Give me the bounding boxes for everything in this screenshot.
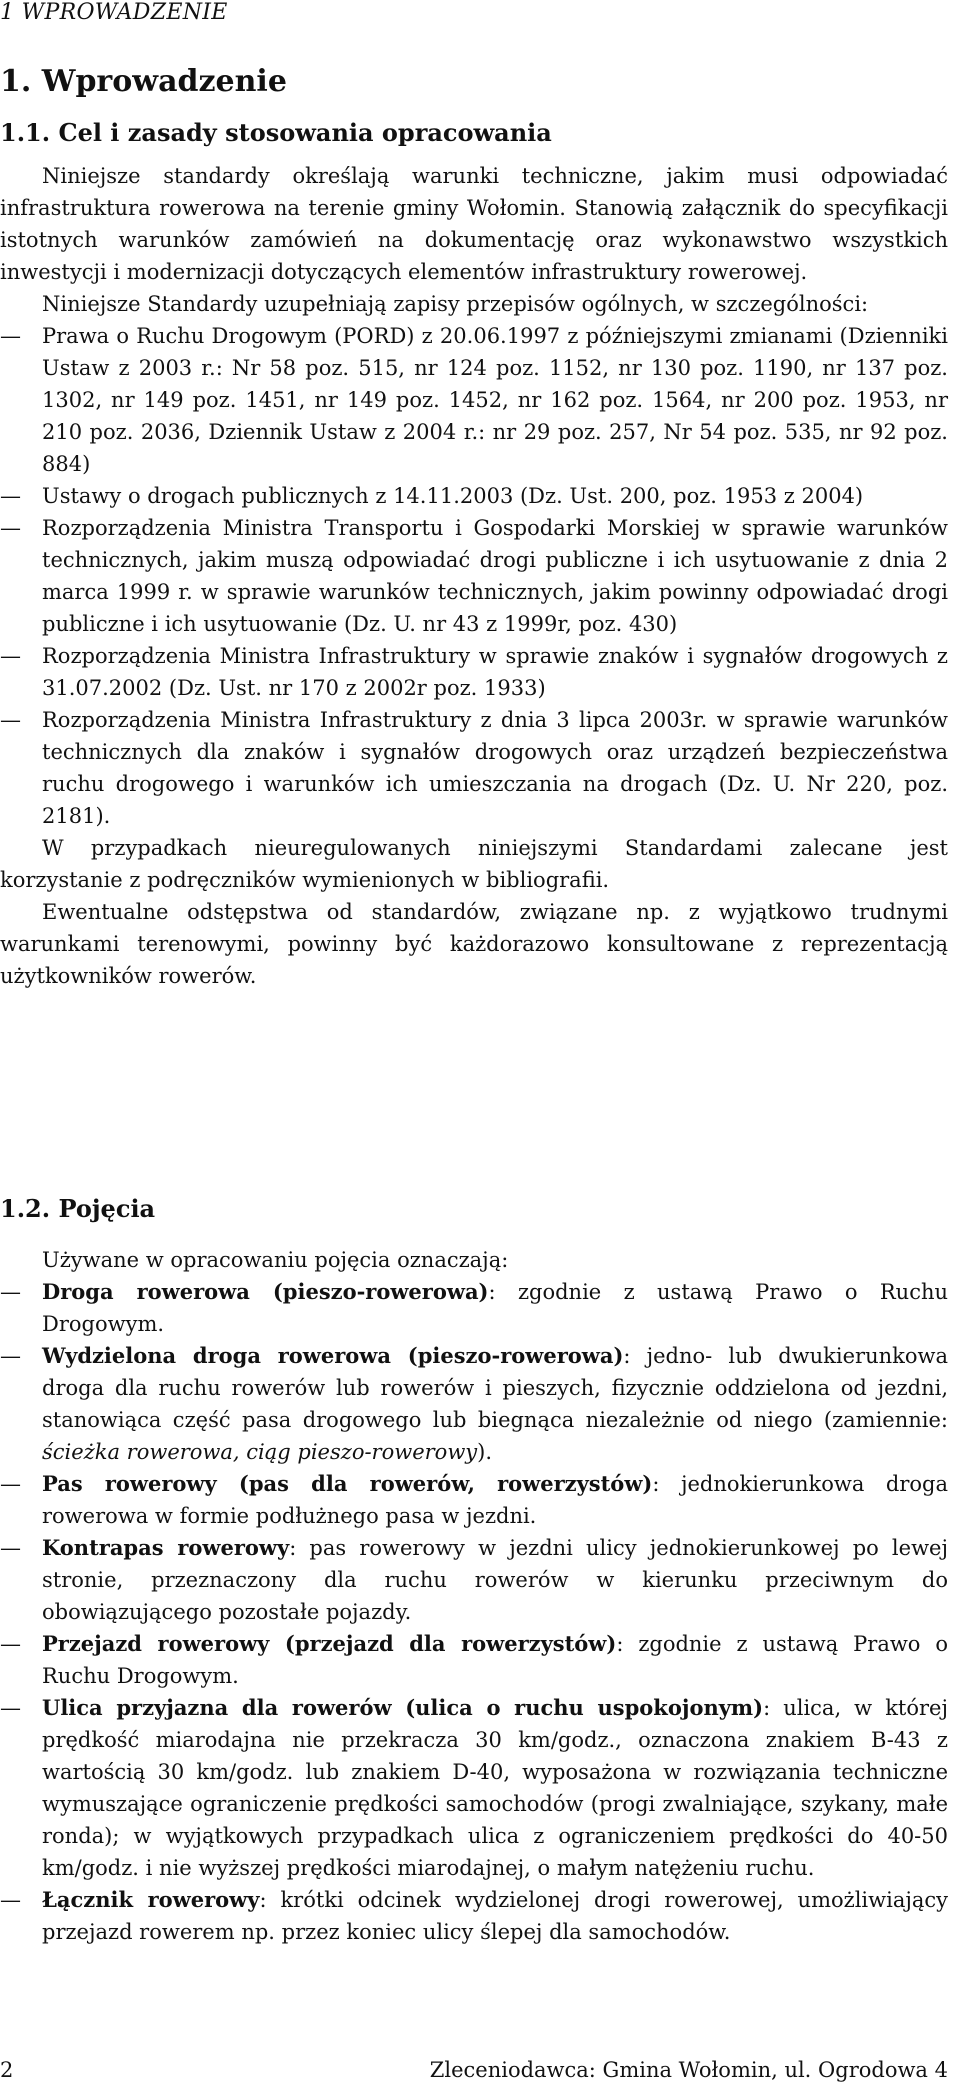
definition-item — [0, 1692, 948, 1884]
definition-item — [0, 1628, 948, 1692]
list-item-text: Rozporządzenia Ministra Infrastruktury z dnia 3 lipca 2003r. w sprawie warunków technicznych dla znaków i sygnałów drogowych oraz urządzeń bezpieczeństwa ruchu drogowego i warunków ich umieszczania na drogach (Dz. U. Nr 220, poz. 2181). — [42, 708, 948, 828]
paragraph: Ewentualne odstępstwa od standardów, związane np. z wyjątkowo trudnymi warunkami terenowymi, powinny być każdorazowo konsultowane z reprezentacją użytkowników rowerów. — [0, 900, 948, 988]
definition-item — [0, 1884, 948, 1948]
definition: : jedno- lub dwukierunkowa droga dla ruchu rowerów lub rowerów i pieszych, fizycznie oddzielona od jezdni, stanowiąca część pasa drogowego lub biegnąca niezależnie od niego (zamiennie: — [42, 1344, 948, 1432]
dash-bullet: — — [0, 324, 21, 348]
definition: : zgodnie z ustawą Prawo o Ruchu Drogowym. — [42, 1280, 949, 1336]
section-title-1-1: 1.1. Cel i zasady stosowania opracowania — [0, 118, 552, 147]
list-item-text: Rozporządzenia Ministra Infrastruktury w sprawie znaków i sygnałów drogowych z 31.07.2002 (Dz. Ust. nr 170 z 2002r poz. 1933) — [42, 644, 948, 700]
dash-bullet: — — [0, 484, 21, 508]
definition: : zgodnie z ustawą Prawo o Ruchu Drogowym. — [42, 1632, 949, 1688]
chapter-title: 1. Wprowadzenie — [0, 64, 287, 99]
dash-bullet: — — [0, 1472, 21, 1496]
term: Wydzielona droga rowerowa (pieszo-rowerowa) — [42, 1343, 624, 1368]
definition: : ulica, w której prędkość miarodajna nie przekracza 30 km/godz., oznaczona znakiem B-43 z wartością 30 km/godz. lub znakiem D-40, wyposażona w rozwiązania techniczne wymuszające ograniczenie prędkości samochodów (progi zwalniające, szykany, małe ronda); w wyjątkowych przypadkach ulica z ograniczeniem prędkości do 40-50 km/godz. i nie wyższej prędkości miarodajnej, o małym natężeniu ruchu. — [42, 1696, 948, 1880]
list-item-text: Prawa o Ruchu Drogowym (PORD) z 20.06.1997 z późniejszymi zmianami (Dzienniki Ustaw z 2003 r.: Nr 58 poz. 515, nr 124 poz. 1152, nr 130 poz. 1190, nr 137 poz. 1302, nr 149 poz. 1451, nr 149 poz. 1452, nr 162 poz. 1564, nr 200 poz. 1953, nr 210 poz. 2036, Dziennik Ustaw z 2004 r.: nr 29 poz. 257, Nr 54 poz. 535, nr 92 poz. 884) — [42, 324, 948, 476]
dash-bullet: — — [0, 1696, 21, 1720]
definition-item — [0, 1276, 948, 1340]
term: Kontrapas rowerowy — [42, 1535, 290, 1560]
running-head: 1 WPROWADZENIE — [0, 0, 228, 25]
definition-list — [0, 1276, 948, 1948]
list-item-text: Ustawy o drogach publicznych z 14.11.2003 (Dz. Ust. 200, poz. 1953 z 2004) — [42, 484, 864, 508]
dash-bullet: — — [0, 1280, 21, 1304]
dash-bullet: — — [0, 1632, 21, 1656]
definition: : pas rowerowy w jezdni ulicy jednokierunkowej po lewej stronie, przeznaczony dla ruchu rowerów w kierunku przeciwnym do obowiązującego pozostałe pojazdy. — [42, 1536, 948, 1624]
definition-item — [0, 1340, 948, 1468]
law-list — [0, 320, 948, 832]
term: Łącznik rowerowy — [42, 1887, 260, 1912]
term: Droga rowerowa (pieszo-rowerowa) — [42, 1279, 489, 1304]
list-item-text: Rozporządzenia Ministra Transportu i Gospodarki Morskiej w sprawie warunków technicznych, jakim muszą odpowiadać drogi publiczne i ich usytuowanie z dnia 2 marca 1999 r. w sprawie warunków technicznych, jakim powinny odpowiadać drogi publiczne i ich usytuowanie (Dz. U. nr 43 z 1999r, poz. 430) — [42, 516, 948, 636]
term: Ulica przyjazna dla rowerów (ulica o ruchu uspokojonym) — [42, 1695, 764, 1720]
dash-bullet: — — [0, 1536, 21, 1560]
list-item — [0, 480, 948, 512]
definition-italic: ścieżka rowerowa, ciąg pieszo-rowerowy — [42, 1440, 478, 1464]
section-title-1-2: 1.2. Pojęcia — [0, 1194, 156, 1223]
section-1-2-body — [0, 1244, 948, 1948]
definition-item — [0, 1532, 948, 1628]
paragraph: Niniejsze Standardy uzupełniają zapisy przepisów ogólnych, w szczególności: — [42, 292, 869, 316]
dash-bullet: — — [0, 708, 21, 732]
page-number: 2 — [0, 2058, 14, 2082]
definition: : krótki odcinek wydzielonej drogi rowerowej, umożliwiający przejazd rowerem np. przez koniec ulicy ślepej dla samochodów. — [42, 1888, 948, 1944]
term: Przejazd rowerowy (przejazd dla rowerzystów) — [42, 1631, 617, 1656]
paragraph: Niniejsze standardy określają warunki techniczne, jakim musi odpowiadać infrastruktura rowerowa na terenie gminy Wołomin. Stanowią załącznik do specyfikacji istotnych warunków zamówień na dokumentację oraz wykonawstwo wszystkich inwestycji i modernizacji dotyczących elementów infrastruktury rowerowej. — [0, 164, 948, 284]
definition-item — [0, 1468, 948, 1532]
list-item — [0, 320, 948, 480]
dash-bullet: — — [0, 1344, 21, 1368]
list-item — [0, 640, 948, 704]
footer-address: Zleceniodawca: Gmina Wołomin, ul. Ogrodowa 4 — [429, 2058, 948, 2082]
dash-bullet: — — [0, 1888, 21, 1912]
definition-tail: ). — [477, 1440, 493, 1464]
section-1-1-body — [0, 160, 948, 992]
definition: : jednokierunkowa droga rowerowa w formie podłużnego pasa w jezdni. — [42, 1472, 949, 1528]
list-item — [0, 512, 948, 640]
list-item — [0, 704, 948, 832]
paragraph: Używane w opracowaniu pojęcia oznaczają: — [42, 1248, 509, 1272]
term: Pas rowerowy (pas dla rowerów, rowerzystów) — [42, 1471, 653, 1496]
paragraph: W przypadkach nieuregulowanych niniejszymi Standardami zalecane jest korzystanie z podręczników wymienionych w bibliografii. — [0, 836, 948, 892]
dash-bullet: — — [0, 516, 21, 540]
dash-bullet: — — [0, 644, 21, 668]
